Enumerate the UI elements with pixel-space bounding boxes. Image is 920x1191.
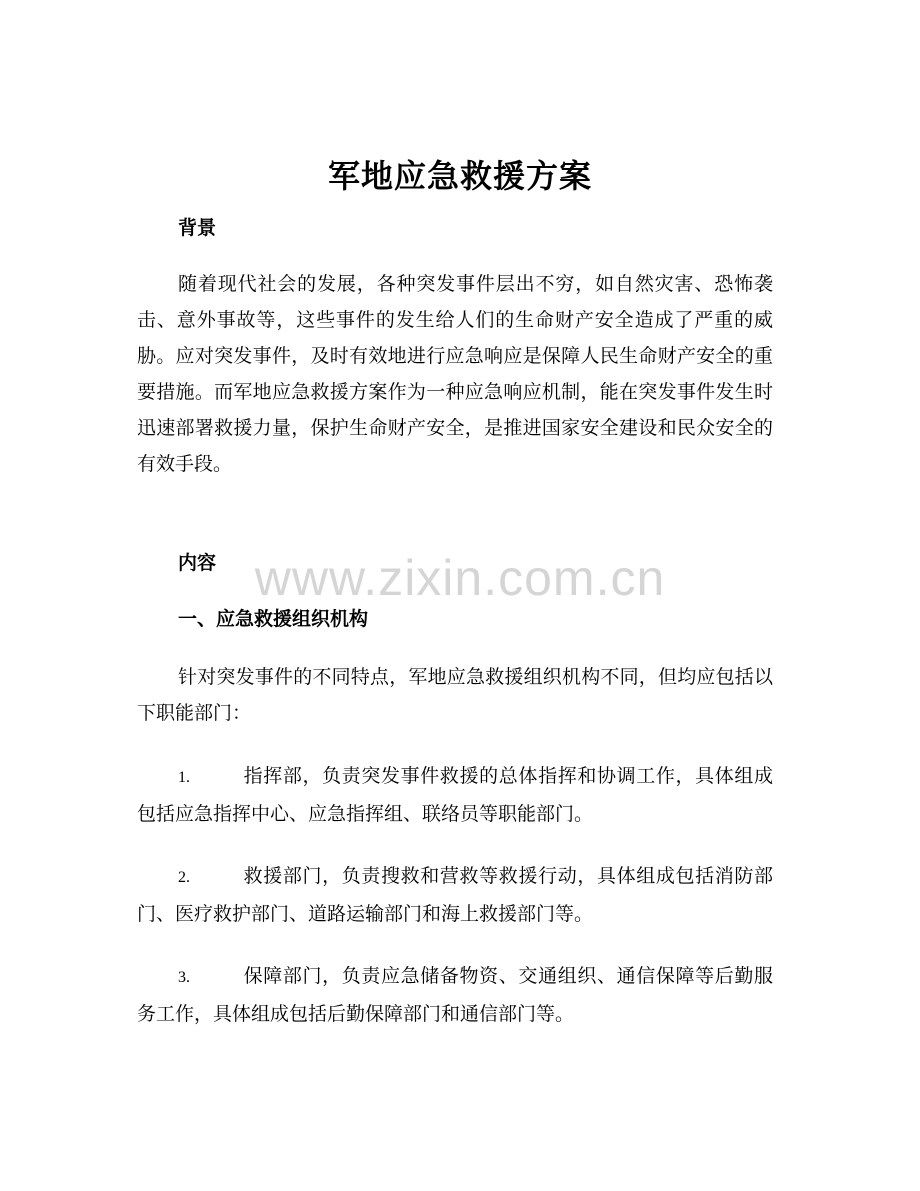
list-item-3 [137, 958, 773, 1032]
list-item-number: 2. [178, 869, 190, 886]
section-heading-content: 内容 [178, 552, 217, 574]
document-title: 军地应急救援方案 [327, 157, 592, 195]
background-paragraph: 随着现代社会的发展，各种突发事件层出不穷，如自然灾害、恐怖袭击、意外事故等，这些事件的发生给人们的生命财产安全造成了严重的威胁。应对突发事件，及时有效地进行应急响应是保障人民生命财产安全的重要措施。而军地应急救援方案作为一种应急响应机制，能在突发事件发生时迅速部署救援力量，保护生命财产安全，是推进国家安全建设和民众安全的有效手段。 [137, 273, 773, 475]
organization-intro-paragraph: 针对突发事件的不同特点，军地应急救援组织机构不同，但均应包括以下职能部门： [137, 666, 773, 724]
list-item-text: 保障部门，负责应急储备物资、交通组织、通信保障等后勤服务工作，具体组成包括后勤保障部门和通信部门等。 [137, 965, 773, 1025]
section-heading-background: 背景 [178, 217, 217, 239]
list-item-2 [137, 858, 773, 932]
subsection-heading-organization: 一、应急救援组织机构 [178, 608, 369, 630]
list-item-number: 3. [178, 969, 190, 986]
watermark-text: www.zixin.com.cn [254, 550, 666, 606]
list-item-text: 救援部门，负责搜救和营救等救援行动，具体组成包括消防部门、医疗救护部门、道路运输部门和海上救援部门等。 [137, 865, 773, 925]
list-item-number: 1. [178, 769, 190, 786]
list-item-1 [137, 758, 773, 832]
list-item-text: 指挥部，负责突发事件救援的总体指挥和协调工作，具体组成包括应急指挥中心、应急指挥组、联络员等职能部门。 [137, 765, 773, 825]
